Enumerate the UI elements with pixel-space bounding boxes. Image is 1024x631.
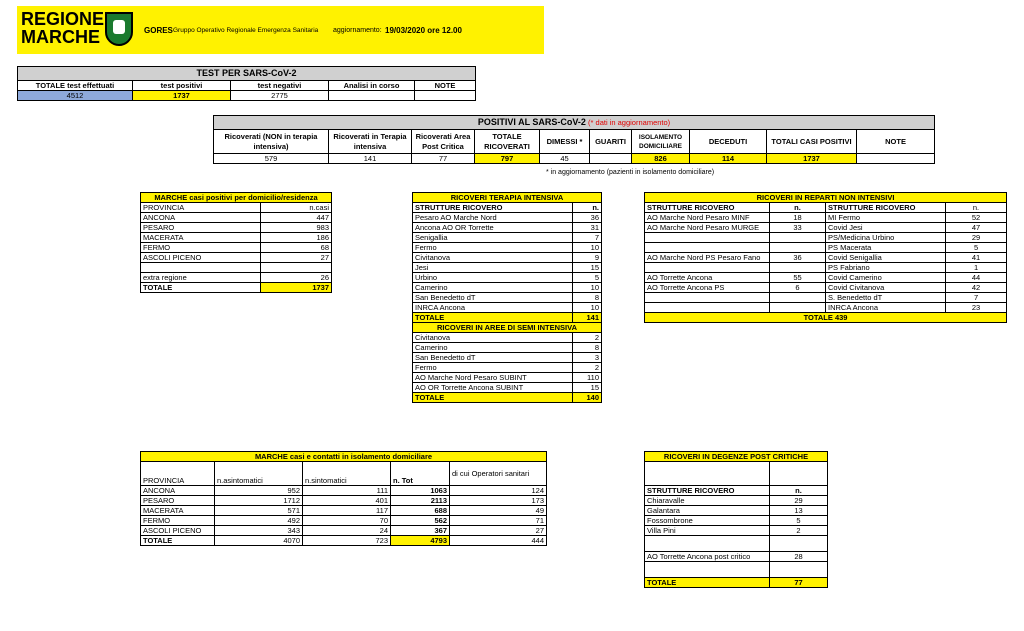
semi-row-value: 2 — [573, 363, 602, 373]
post-critiche-row-value — [770, 562, 828, 578]
positivi-value: 1737 — [767, 154, 857, 164]
positivi-table — [213, 115, 935, 164]
intensiva-row-name: Senigallia — [413, 233, 573, 243]
positivi-value: 579 — [214, 154, 329, 164]
isolamento-total-cell: 444 — [450, 536, 547, 546]
positivi-value: 141 — [329, 154, 412, 164]
domicilio-table — [140, 192, 332, 293]
non-intensivi-title: RICOVERI IN REPARTI NON INTENSIVI — [645, 193, 1007, 203]
intensiva-row-name: Camerino — [413, 283, 573, 293]
tests-title: TEST PER SARS-CoV-2 — [18, 67, 476, 81]
domicilio-row-value: 68 — [261, 243, 332, 253]
intensiva-row-value: 10 — [573, 303, 602, 313]
domicilio-row-name — [141, 263, 261, 273]
semi-row-name: Fermo — [413, 363, 573, 373]
region-emblem-icon — [105, 12, 133, 46]
domicilio-row-value: 983 — [261, 223, 332, 233]
positivi-header: TOTALI CASI POSITIVI — [767, 130, 857, 154]
non-intensivi-cell — [770, 303, 826, 313]
non-intensivi-cell: 52 — [946, 213, 1007, 223]
isolamento-cell: 492 — [215, 516, 303, 526]
isolamento-cell: 117 — [303, 506, 391, 516]
non-intensivi-cell: Covid Camerino — [826, 273, 946, 283]
semi-row-value: 2 — [573, 333, 602, 343]
intensiva-row-value: 10 — [573, 283, 602, 293]
tests-total-value: 4512 — [18, 91, 133, 101]
isolamento-header: n. Tot — [391, 462, 450, 486]
positivi-header: DECEDUTI — [690, 130, 767, 154]
positivi-title: POSITIVI AL SARS-CoV-2 — [477, 117, 586, 127]
tests-header: Analisi in corso — [329, 81, 415, 91]
intensiva-row-value: 7 — [573, 233, 602, 243]
domicilio-row-name: MACERATA — [141, 233, 261, 243]
isolamento-cell: 571 — [215, 506, 303, 516]
isolamento-cell: PESARO — [141, 496, 215, 506]
non-intensivi-cell: AO Torrette Ancona — [645, 273, 770, 283]
positivi-header: GUARITI — [590, 130, 632, 154]
non-intensivi-header: n. — [946, 203, 1007, 213]
non-intensivi-cell: 5 — [946, 243, 1007, 253]
post-critiche-title: RICOVERI IN DEGENZE POST CRITICHE — [645, 452, 828, 462]
domicilio-total-label: TOTALE — [141, 283, 261, 293]
domicilio-row-value — [261, 263, 332, 273]
semi-total-value: 140 — [573, 393, 602, 403]
tests-note-value — [415, 91, 476, 101]
post-critiche-col2: n. — [770, 486, 828, 496]
domicilio-col2: n.casi — [261, 203, 332, 213]
isolamento-total-cell: 723 — [303, 536, 391, 546]
positivi-value — [590, 154, 632, 164]
isolamento-cell: 343 — [215, 526, 303, 536]
logo-line2: MARCHE — [21, 27, 100, 47]
isolamento-cell: FERMO — [141, 516, 215, 526]
semi-total-label: TOTALE — [413, 393, 573, 403]
intensiva-row-name: Urbino — [413, 273, 573, 283]
domicilio-row-value: 447 — [261, 213, 332, 223]
intensiva-col2: n. — [573, 203, 602, 213]
domicilio-row-value: 186 — [261, 233, 332, 243]
domicilio-col1: PROVINCIA — [141, 203, 261, 213]
intensiva-total-label: TOTALE — [413, 313, 573, 323]
domicilio-row-name: FERMO — [141, 243, 261, 253]
non-intensivi-cell: PS Macerata — [826, 243, 946, 253]
non-intensivi-cell: AO Marche Nord PS Pesaro Fano — [645, 253, 770, 263]
non-intensivi-cell: PS/Medicina Urbino — [826, 233, 946, 243]
isolamento-cell: 49 — [450, 506, 547, 516]
logo-line1: REGIONE — [21, 9, 105, 29]
post-critiche-row-value — [770, 536, 828, 552]
isolamento-cell: ANCONA — [141, 486, 215, 496]
post-critiche-row-name — [645, 536, 770, 552]
tests-header: test negativi — [231, 81, 329, 91]
non-intensivi-cell: 7 — [946, 293, 1007, 303]
non-intensivi-cell: INRCA Ancona — [826, 303, 946, 313]
positivi-header: ISOLAMENTO DOMICILIARE — [632, 130, 690, 154]
gores-label: GORES — [144, 26, 173, 35]
isolamento-cell: 70 — [303, 516, 391, 526]
non-intensivi-cell: S. Benedetto dT — [826, 293, 946, 303]
domicilio-total-value: 1737 — [261, 283, 332, 293]
non-intensivi-cell — [645, 233, 770, 243]
non-intensivi-cell: PS Fabriano — [826, 263, 946, 273]
tests-positive-value: 1737 — [133, 91, 231, 101]
semi-row-value: 3 — [573, 353, 602, 363]
intensiva-row-value: 9 — [573, 253, 602, 263]
post-critiche-row-value: 2 — [770, 526, 828, 536]
non-intensivi-cell — [645, 303, 770, 313]
positivi-footnote: * in aggiornamento (pazienti in isolamento domiciliare) — [546, 169, 715, 176]
post-critiche-row-value: 28 — [770, 552, 828, 562]
non-intensivi-cell — [645, 263, 770, 273]
tests-negative-value: 2775 — [231, 91, 329, 101]
non-intensivi-header: STRUTTURE RICOVERO — [826, 203, 946, 213]
post-critiche-row-name: Fossombrone — [645, 516, 770, 526]
positivi-value: 797 — [475, 154, 540, 164]
intensiva-row-value: 10 — [573, 243, 602, 253]
intensiva-row-name: Pesaro AO Marche Nord — [413, 213, 573, 223]
tests-pending-value — [329, 91, 415, 101]
domicilio-title: MARCHE casi positivi per domicilio/residenza — [141, 193, 332, 203]
semi-row-name: AO Marche Nord Pesaro SUBINT — [413, 373, 573, 383]
non-intensivi-cell — [770, 263, 826, 273]
domicilio-row-value: 26 — [261, 273, 332, 283]
semi-row-name: AO OR Torrette Ancona SUBINT — [413, 383, 573, 393]
semi-row-name: Civitanova — [413, 333, 573, 343]
positivi-value: 114 — [690, 154, 767, 164]
domicilio-row-name: ASCOLI PICENO — [141, 253, 261, 263]
non-intensivi-cell — [770, 233, 826, 243]
header-banner — [17, 6, 544, 54]
isolamento-cell: 71 — [450, 516, 547, 526]
isolamento-cell: 401 — [303, 496, 391, 506]
post-critiche-row-value: 13 — [770, 506, 828, 516]
non-intensivi-cell: Covid Senigallia — [826, 253, 946, 263]
post-critiche-row-name — [645, 562, 770, 578]
isolamento-total-cell: 4793 — [391, 536, 450, 546]
non-intensivi-cell: 29 — [946, 233, 1007, 243]
isolamento-header: PROVINCIA — [141, 462, 215, 486]
non-intensivi-cell — [645, 293, 770, 303]
tests-header: NOTE — [415, 81, 476, 91]
positivi-header: TOTALE RICOVERATI — [475, 130, 540, 154]
domicilio-row-value: 27 — [261, 253, 332, 263]
semi-row-name: San Benedetto dT — [413, 353, 573, 363]
non-intensivi-cell: 23 — [946, 303, 1007, 313]
isolamento-cell: 111 — [303, 486, 391, 496]
non-intensivi-header: STRUTTURE RICOVERO — [645, 203, 770, 213]
non-intensivi-cell: 1 — [946, 263, 1007, 273]
domicilio-row-name: ANCONA — [141, 213, 261, 223]
update-label: aggiornamento: — [333, 27, 382, 34]
isolamento-cell: 124 — [450, 486, 547, 496]
isolamento-title: MARCHE casi e contatti in isolamento domiciliare — [141, 452, 547, 462]
intensiva-row-value: 31 — [573, 223, 602, 233]
intensiva-row-name: Jesi — [413, 263, 573, 273]
non-intensivi-cell — [770, 293, 826, 303]
non-intensivi-cell: AO Marche Nord Pesaro MINF — [645, 213, 770, 223]
positivi-title-note: (* dati in aggiornamento) — [588, 118, 671, 127]
non-intensivi-cell: 41 — [946, 253, 1007, 263]
semi-row-value: 8 — [573, 343, 602, 353]
isolamento-total-cell: 4070 — [215, 536, 303, 546]
intensiva-col1: STRUTTURE RICOVERO — [413, 203, 573, 213]
domicilio-row-name: PESARO — [141, 223, 261, 233]
positivi-header: Ricoverati in Terapia intensiva — [329, 130, 412, 154]
intensiva-row-value: 36 — [573, 213, 602, 223]
gores-description: Gruppo Operativo Regionale Emergenza Sanitaria — [173, 27, 319, 34]
positivi-value: 77 — [412, 154, 475, 164]
isolamento-cell: 1712 — [215, 496, 303, 506]
regione-marche-logo — [21, 10, 141, 50]
tests-header: TOTALE test effettuati — [18, 81, 133, 91]
intensiva-row-name: Civitanova — [413, 253, 573, 263]
positivi-header: Ricoverati Area Post Critica — [412, 130, 475, 154]
isolamento-cell: ASCOLI PICENO — [141, 526, 215, 536]
non-intensivi-cell: MI Fermo — [826, 213, 946, 223]
isolamento-cell: 688 — [391, 506, 450, 516]
isolamento-table — [140, 451, 547, 546]
post-critiche-total-label: TOTALE — [645, 578, 770, 588]
non-intensivi-cell: Covid Civitanova — [826, 283, 946, 293]
non-intensivi-cell — [770, 243, 826, 253]
intensiva-row-name: Ancona AO OR Torrette — [413, 223, 573, 233]
intensiva-row-value: 15 — [573, 263, 602, 273]
non-intensivi-cell: 47 — [946, 223, 1007, 233]
tests-table — [17, 66, 476, 101]
intensiva-title: RICOVERI TERAPIA INTENSIVA — [413, 193, 602, 203]
non-intensivi-cell: AO Torrette Ancona PS — [645, 283, 770, 293]
post-critiche-col1: STRUTTURE RICOVERO — [645, 486, 770, 496]
non-intensivi-header: n. — [770, 203, 826, 213]
isolamento-cell: 562 — [391, 516, 450, 526]
semi-row-value: 110 — [573, 373, 602, 383]
isolamento-cell: 952 — [215, 486, 303, 496]
non-intensivi-cell: 44 — [946, 273, 1007, 283]
non-intensivi-table — [644, 192, 1007, 323]
semi-row-name: Camerino — [413, 343, 573, 353]
update-value: 19/03/2020 ore 12.00 — [385, 26, 462, 35]
domicilio-row-name: extra regione — [141, 273, 261, 283]
positivi-value: 45 — [540, 154, 590, 164]
post-critiche-row-value: 5 — [770, 516, 828, 526]
isolamento-cell: MACERATA — [141, 506, 215, 516]
isolamento-cell: 27 — [450, 526, 547, 536]
semi-row-value: 15 — [573, 383, 602, 393]
positivi-title-cell — [214, 116, 935, 130]
non-intensivi-total: TOTALE 439 — [645, 313, 1007, 323]
post-critiche-row-name: AO Torrette Ancona post critico — [645, 552, 770, 562]
intensiva-row-name: INRCA Ancona — [413, 303, 573, 313]
isolamento-cell: 173 — [450, 496, 547, 506]
post-critiche-row-value: 29 — [770, 496, 828, 506]
isolamento-header: n.asintomatici — [215, 462, 303, 486]
non-intensivi-cell: 36 — [770, 253, 826, 263]
positivi-value: 826 — [632, 154, 690, 164]
intensiva-row-value: 8 — [573, 293, 602, 303]
positivi-header: DIMESSI * — [540, 130, 590, 154]
intensiva-row-name: San Benedetto dT — [413, 293, 573, 303]
isolamento-cell: 24 — [303, 526, 391, 536]
post-critiche-row-name: Galantara — [645, 506, 770, 516]
isolamento-header: di cui Operatori sanitari — [450, 462, 547, 486]
non-intensivi-cell: 42 — [946, 283, 1007, 293]
post-critiche-total-value: 77 — [770, 578, 828, 588]
semi-intensiva-title: RICOVERI IN AREE DI SEMI INTENSIVA — [413, 323, 602, 333]
intensiva-table — [412, 192, 602, 403]
intensiva-row-name: Fermo — [413, 243, 573, 253]
positivi-header: Ricoverati (NON in terapia intensiva) — [214, 130, 329, 154]
non-intensivi-cell: 55 — [770, 273, 826, 283]
non-intensivi-cell: 6 — [770, 283, 826, 293]
isolamento-total-cell: TOTALE — [141, 536, 215, 546]
intensiva-total-value: 141 — [573, 313, 602, 323]
intensiva-row-value: 5 — [573, 273, 602, 283]
isolamento-cell: 1063 — [391, 486, 450, 496]
non-intensivi-cell: Covid Jesi — [826, 223, 946, 233]
post-critiche-row-name: Villa Pini — [645, 526, 770, 536]
tests-header: test positivi — [133, 81, 231, 91]
non-intensivi-cell: AO Marche Nord Pesaro MURGE — [645, 223, 770, 233]
post-critiche-table — [644, 451, 828, 588]
non-intensivi-cell: 18 — [770, 213, 826, 223]
positivi-header: NOTE — [857, 130, 935, 154]
non-intensivi-cell — [645, 243, 770, 253]
post-critiche-row-name: Chiaravalle — [645, 496, 770, 506]
isolamento-cell: 2113 — [391, 496, 450, 506]
non-intensivi-cell: 33 — [770, 223, 826, 233]
positivi-value — [857, 154, 935, 164]
isolamento-header: n.sintomatici — [303, 462, 391, 486]
isolamento-cell: 367 — [391, 526, 450, 536]
